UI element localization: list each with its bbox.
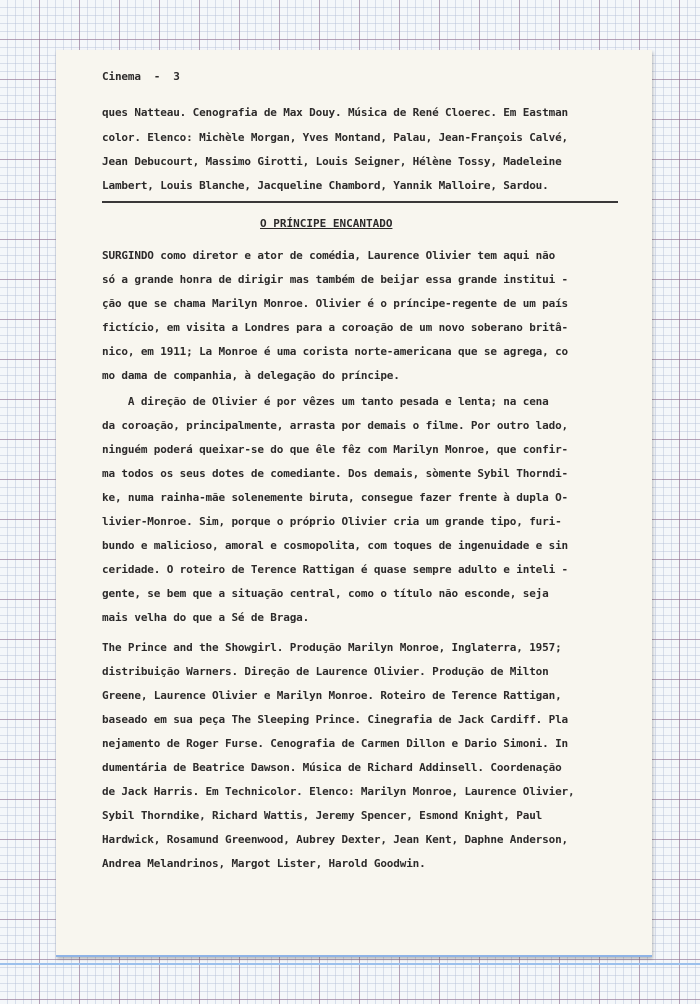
paragraph-line: A direção de Olivier é por vêzes um tanto pesada e lenta; na cena bbox=[102, 395, 549, 408]
credits-line: distribuição Warners. Direção de Laurence Olivier. Produção de Milton bbox=[102, 665, 549, 678]
credits-line: baseado em sua peça The Sleeping Prince. Cinegrafia de Jack Cardiff. Pla bbox=[102, 713, 569, 726]
credits-line: Hardwick, Rosamund Greenwood, Aubrey Dexter, Jean Kent, Daphne Anderson, bbox=[102, 833, 569, 846]
section-divider bbox=[102, 201, 618, 203]
page-header: Cinema - 3 bbox=[102, 70, 180, 83]
credits-line: nejamento de Roger Furse. Cenografia de Carmen Dillon e Dario Simoni. In bbox=[102, 737, 569, 750]
paragraph-line: fictício, em visita a Londres para a coroação de um novo soberano britâ- bbox=[102, 321, 569, 334]
paragraph-line: ma todos os seus dotes de comediante. Dos demais, sòmente Sybil Thorndi- bbox=[102, 467, 569, 480]
credits-line: Jean Debucourt, Massimo Girotti, Louis Seigner, Hélène Tossy, Madeleine bbox=[102, 155, 562, 168]
paragraph-line: gente, se bem que a situação central, como o título não esconde, seja bbox=[102, 587, 549, 600]
credits-line: ques Natteau. Cenografia de Max Douy. Música de René Cloerec. Em Eastman bbox=[102, 106, 569, 119]
paragraph-line: bundo e malicioso, amoral e cosmopolita, com toques de ingenuidade e sin bbox=[102, 539, 569, 552]
credits-line: The Prince and the Showgirl. Produção Marilyn Monroe, Inglaterra, 1957; bbox=[102, 641, 562, 654]
paragraph-line: só a grande honra de dirigir mas também de beijar essa grande institui - bbox=[102, 273, 569, 286]
paragraph-line: SURGINDO como diretor e ator de comédia, Laurence Olivier tem aqui não bbox=[102, 249, 556, 262]
grid-margin-line bbox=[0, 963, 700, 965]
paragraph-line: mo dama de companhia, à delegação do príncipe. bbox=[102, 369, 400, 382]
paragraph-line: nico, em 1911; La Monroe é uma corista norte-americana que se agrega, co bbox=[102, 345, 569, 358]
credits-line: Lambert, Louis Blanche, Jacqueline Chambord, Yannik Malloire, Sardou. bbox=[102, 179, 549, 192]
paragraph-line: da coroação, principalmente, arrasta por demais o filme. Por outro lado, bbox=[102, 419, 569, 432]
credits-line: color. Elenco: Michèle Morgan, Yves Montand, Palau, Jean-François Calvé, bbox=[102, 131, 569, 144]
credits-line: Greene, Laurence Olivier e Marilyn Monroe. Roteiro de Terence Rattigan, bbox=[102, 689, 562, 702]
paragraph-line: livier-Monroe. Sim, porque o próprio Olivier cria um grande tipo, furi- bbox=[102, 515, 562, 528]
paragraph-line: mais velha do que a Sé de Braga. bbox=[102, 611, 310, 624]
article-title: O PRÍNCIPE ENCANTADO bbox=[260, 217, 393, 230]
paragraph-line: ceridade. O roteiro de Terence Rattigan é quase sempre adulto e inteli - bbox=[102, 563, 569, 576]
paragraph-line: ke, numa rainha-mãe solenemente biruta, consegue fazer frente à dupla O- bbox=[102, 491, 569, 504]
credits-line: dumentária de Beatrice Dawson. Música de Richard Addinsell. Coordenação bbox=[102, 761, 562, 774]
paragraph-line: ção que se chama Marilyn Monroe. Olivier é o príncipe-regente de um país bbox=[102, 297, 569, 310]
credits-line: Sybil Thorndike, Richard Wattis, Jeremy Spencer, Esmond Knight, Paul bbox=[102, 809, 543, 822]
paragraph-line: ninguém poderá queixar-se do que êle fêz com Marilyn Monroe, que confir- bbox=[102, 443, 569, 456]
credits-line: Andrea Melandrinos, Margot Lister, Harold Goodwin. bbox=[102, 857, 426, 870]
credits-line: de Jack Harris. Em Technicolor. Elenco: Marilyn Monroe, Laurence Olivier, bbox=[102, 785, 575, 798]
